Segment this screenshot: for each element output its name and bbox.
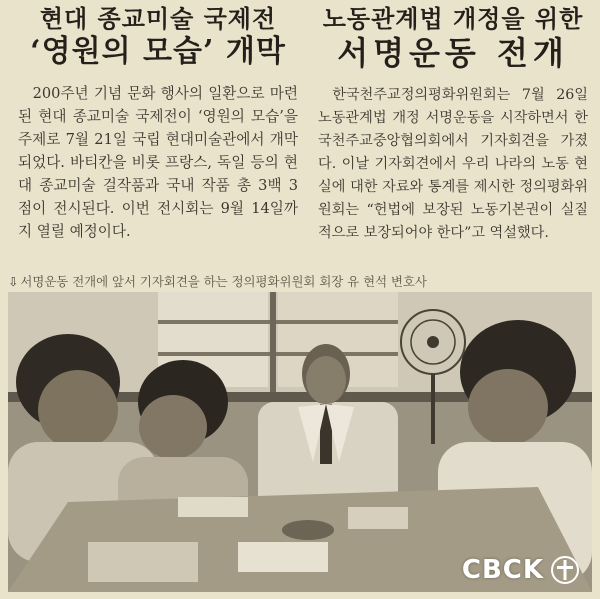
right-headline-line1: 노동관계법 개정을 위한	[322, 4, 584, 33]
left-article-body: 200주년 기념 문화 행사의 일환으로 마련된 현대 종교미술 국제전이 ‘영원의 모습’을 주제로 7월 21일 국립 현대미술관에서 개막되었다. 바티칸을 비롯 프랑스, 독일 등의 현대 종교미술 걸작품과 국내 작품 총 3백 3 점이 전시된다. 이번 전시회는 9월 14일까지 열릴 예정이다.	[18, 85, 298, 240]
right-headline-line2: 서명운동 전개	[337, 34, 569, 72]
down-arrow-icon: ⇩	[8, 274, 19, 289]
cbck-logo	[462, 555, 580, 585]
photo-caption	[8, 272, 592, 290]
press-conference-photo	[8, 292, 592, 592]
left-article	[18, 4, 298, 258]
photo-illustration	[8, 292, 592, 592]
photo-caption-text: 서명운동 전개에 앞서 기자회견을 하는 정의평화위원회 회장 유 현석 변호사	[20, 274, 427, 289]
right-article-body: 한국천주교정의평화위원회는 7월 26일 노동관계법 개정 서명운동을 시작하면서 한국천주교중앙협의회에서 기자회견을 가졌다. 이날 기자회견에서 우리 나라의 노동 현실에 대한 자료와 통계를 제시한 정의평화위원회는 “헌법에 보장된 노동기본권이 실질적으로 보장되어야 한다”고 역설했다.	[318, 87, 588, 241]
right-article	[318, 4, 588, 259]
left-headline-line2: ‘영원의 모습’ 개막	[30, 34, 286, 69]
left-headline-line1: 현대 종교미술 국제전	[39, 4, 277, 33]
logo-text: CBCK	[461, 555, 544, 585]
cross-circle-icon	[550, 555, 580, 585]
